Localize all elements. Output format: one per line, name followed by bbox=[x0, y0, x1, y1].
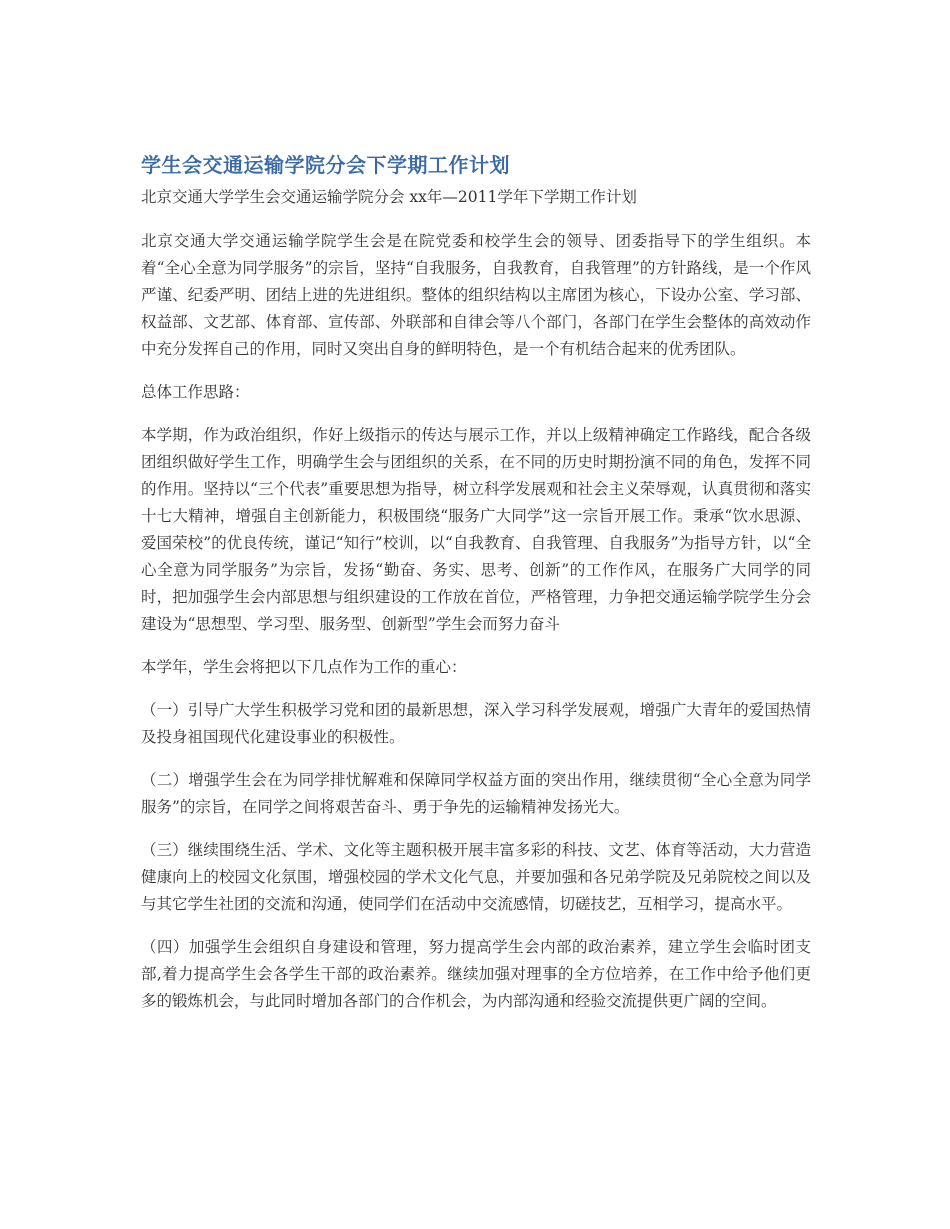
document-page bbox=[141, 150, 811, 1015]
paragraph-focus-item-3: （三）继续围绕生活、学术、文化等主题积极开展丰富多彩的科技、文艺、体育等活动，大力营造健康向上的校园文化氛围，增强校园的学术文化气息，并要加强和各兄弟学院及兄弟院校之间以及与其它学生社团的交流和沟通，使同学们在活动中交流感情，切磋技艺，互相学习，提高水平。 bbox=[141, 841, 811, 913]
document-subtitle: 北京交通大学学生会交通运输学院分会 xx年—2011学年下学期工作计划 bbox=[141, 188, 637, 206]
paragraph-focus-item-4: （四）加强学生会组织自身建设和管理，努力提高学生会内部的政治素养，建立学生会临时团支部,着力提高学生会各学生干部的政治素养。继续加强对理事的全方位培养，在工作中给予他们更多的锻炼机会，与此同时增加各部门的合作机会，为内部沟通和经验交流提供更广阔的空间。 bbox=[141, 938, 811, 1010]
paragraph-overall-approach: 本学期，作为政治组织，作好上级指示的传达与展示工作，并以上级精神确定工作路线，配合各级团组织做好学生工作，明确学生会与团组织的关系，在不同的历史时期扮演不同的角色，发挥不同的作用。坚持以“三个代表”重要思想为指导，树立科学发展观和社会主义荣辱观，认真贯彻和落实十七大精神，增强自主创新能力，积极围绕“服务广大同学”这一宗旨开展工作。秉承“饮水思源、爱国荣校”的优良传统，谨记“知行”校训，以“自我教育、自我管理、自我服务”为指导方针，以“全心全意为同学服务”为宗旨，发扬“勤奋、务实、思考、创新”的工作作风，在服务广大同学的同时，把加强学生会内部思想与组织建设的工作放在首位，严格管理，力争把交通运输学院学生分会建设为“思想型、学习型、服务型、创新型”学生会而努力奋斗 bbox=[141, 426, 811, 633]
paragraph-focus-heading: 本学年，学生会将把以下几点作为工作的重心： bbox=[141, 658, 467, 676]
paragraph-focus-item-1: （一）引导广大学生积极学习党和团的最新思想，深入学习科学发展观，增强广大青年的爱国热情及投身祖国现代化建设事业的积极性。 bbox=[141, 701, 811, 746]
paragraph-overall-heading: 总体工作思路： bbox=[141, 383, 250, 401]
page-title: 学生会交通运输学院分会下学期工作计划 bbox=[141, 153, 510, 177]
paragraph-focus-item-2: （二）增强学生会在为同学排忧解难和保障同学权益方面的突出作用，继续贯彻“全心全意为同学服务”的宗旨，在同学之间将艰苦奋斗、勇于争先的运输精神发扬光大。 bbox=[141, 771, 811, 816]
paragraph-intro: 北京交通大学交通运输学院学生会是在院党委和校学生会的领导、团委指导下的学生组织。本着“全心全意为同学服务”的宗旨，坚持“自我服务，自我教育，自我管理”的方针路线，是一个作风严谨、纪委严明、团结上进的先进组织。整体的组织结构以主席团为核心，下设办公室、学习部、权益部、文艺部、体育部、宣传部、外联部和自律会等八个部门，各部门在学生会整体的高效动作中充分发挥自己的作用，同时又突出自身的鲜明特色，是一个有机结合起来的优秀团队。 bbox=[141, 232, 811, 358]
